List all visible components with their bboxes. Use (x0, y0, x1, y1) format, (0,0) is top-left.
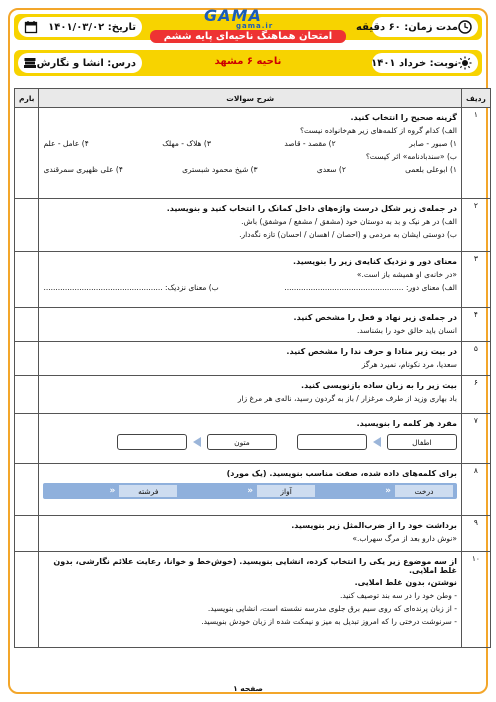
q1-a-options (43, 139, 456, 148)
q1-b-options (43, 165, 456, 174)
q10-item-2[interactable]: - از زبان پرنده‌ای که روی سیم برق جلوی مدرسه نشسته است، انشایی بنویسید. (207, 604, 457, 613)
arrow-left-icon (193, 437, 201, 447)
chevron-left-icon: « (385, 486, 391, 496)
calendar-icon (24, 20, 38, 34)
q2-body (39, 199, 461, 252)
q9-body (39, 516, 461, 552)
q5-text: سعدیا، مرد نکونام، نمیرد هرگز (361, 360, 457, 369)
q2-b: ب) دوستی ایشان به مردمی و (احصان / اهسان / احسان) تازه نگه‌دار. (239, 230, 457, 239)
q7-num: ۷ (461, 414, 490, 464)
q7-body (39, 414, 461, 464)
q8-word-bar (43, 483, 456, 499)
q1-a-opt1[interactable]: ۱) صبور - صابر (409, 139, 457, 148)
q6-num: ۶ (461, 376, 490, 414)
question-6 (15, 376, 491, 414)
q4-num: ۴ (461, 308, 490, 342)
q4-title: در جمله‌ی زیر نهاد و فعل را مشخص کنید. (293, 313, 457, 322)
q3-title: معنای دور و نزدیک کنایه‌ی زیر را بنویسید. (293, 257, 457, 266)
date-pill (18, 17, 142, 37)
q4-score (15, 308, 39, 342)
question-3 (15, 252, 491, 308)
q2-a: الف) در هر نیک و بد به دوستان خود (مشفق / مشفع / موشفق) باش. (241, 217, 457, 226)
duration-text: مدت زمان: ۶۰ دقیقه (356, 21, 458, 33)
session-text: نوبت: خرداد ۱۴۰۱ (371, 57, 458, 69)
q10-num: ۱۰ (461, 552, 490, 648)
q8-answer-2[interactable] (185, 485, 243, 497)
q1-b-opt4[interactable]: ۴) علی ظهیری سمرقندی (43, 165, 123, 174)
table-head (15, 89, 491, 108)
q9-score (15, 516, 39, 552)
lesson-pill (18, 53, 142, 73)
q4-body (39, 308, 461, 342)
questions-table (14, 88, 491, 648)
q5-num: ۵ (461, 342, 490, 376)
q7-answer-1[interactable] (297, 434, 367, 450)
question-1 (15, 108, 491, 199)
q2-title: در جمله‌ی زیر شکل درست واژه‌های داخل کمانک را انتخاب کنید و بنویسید. (166, 204, 457, 213)
question-5 (15, 342, 491, 376)
q10-item-3[interactable]: - سرنوشت درختی را که امروز تبدیل به میز و نیمکت شده از زبان خودش بنویسید. (201, 617, 457, 626)
q5-body (39, 342, 461, 376)
q9-num: ۹ (461, 516, 490, 552)
q7-answer-2[interactable] (117, 434, 187, 450)
books-icon (23, 56, 37, 70)
q8-title: برای کلمه‌های داده شده، صفت مناسب بنویسید. (یک مورد) (226, 469, 457, 478)
q6-title: بیت زیر را به زبان ساده بازنویسی کنید. (301, 381, 457, 390)
q1-body (39, 108, 461, 199)
q1-b-opt1[interactable]: ۱) ابوعلی بلعمی (405, 165, 457, 174)
q3-num: ۳ (461, 252, 490, 308)
session-pill (372, 53, 478, 73)
q1-b-opt2[interactable]: ۲) سعدی (316, 165, 346, 174)
sun-icon (458, 56, 472, 70)
q6-body (39, 376, 461, 414)
q1-a: الف) کدام گروه از کلمه‌های زیر هم‌خانواده نیست؟ (300, 126, 457, 135)
q1-score (15, 108, 39, 199)
gama-logo (190, 8, 306, 30)
arrow-left-icon (373, 437, 381, 447)
q2-score (15, 199, 39, 252)
q8-word-2: آواز (257, 485, 315, 497)
q10-item-1[interactable]: - وطن خود را در سه بند توصیف کنید. (339, 591, 457, 600)
logo-text: GAMA (204, 6, 262, 25)
q7-word-row (43, 434, 456, 450)
question-7 (15, 414, 491, 464)
head-desc: شرح سوالات (39, 89, 461, 108)
q6-text: باد بهاری وزید از طرف مرغزار / باز به گردون رسید، ناله‌ی هر مرغ زار (237, 394, 457, 403)
q3-answers (43, 283, 456, 292)
q2-num: ۲ (461, 199, 490, 252)
q8-num: ۸ (461, 464, 490, 516)
q1-title: گزینه صحیح را انتخاب کنید. (350, 113, 457, 122)
head-row: ردیف (461, 89, 490, 108)
chevron-left-icon: « (109, 486, 116, 496)
q3-body (39, 252, 461, 308)
q10-body (39, 552, 461, 648)
q7-word-2: متون (207, 434, 277, 450)
date-text: تاریخ: ۱۴۰۱/۰۳/۰۲ (48, 21, 136, 33)
q7-word-1: اطفال (387, 434, 457, 450)
q8-body (39, 464, 461, 516)
q8-answer-1[interactable] (323, 485, 381, 497)
q7-title: مفرد هر کلمه را بنویسید. (356, 419, 457, 428)
q8-word-3: فرشته (119, 485, 177, 497)
exam-title: امتحان هماهنگ ناحیه‌ای پایه ششم (150, 30, 346, 43)
q5-score (15, 342, 39, 376)
q1-num: ۱ (461, 108, 490, 199)
duration-pill (356, 17, 478, 37)
q5-title: در بیت زیر منادا و حرف ندا را مشخص کنید. (286, 347, 457, 356)
q3-score (15, 252, 39, 308)
q10-score (15, 552, 39, 648)
question-4 (15, 308, 491, 342)
q1-a-opt2[interactable]: ۲) مقصد - قاصد (284, 139, 336, 148)
region-title: ناحیه ۶ مشهد (214, 56, 282, 67)
q1-a-opt3[interactable]: ۳) هلاک - مهلک (162, 139, 211, 148)
question-8 (15, 464, 491, 516)
page-number: صفحه ۱ (233, 684, 263, 693)
chevron-left-icon: « (247, 486, 254, 496)
head-score: بارم (15, 89, 39, 108)
q4-text: انسان باید خالق خود را بشناسد. (357, 326, 457, 335)
q6-score (15, 376, 39, 414)
q3-far[interactable]: الف) معنای دور: .................................................. (284, 283, 457, 292)
q3-near[interactable]: ب) معنای نزدیک: .................................................. (43, 283, 219, 292)
q8-score (15, 464, 39, 516)
q1-b: ب) «سندباد‌نامه» اثر کیست؟ (365, 152, 457, 161)
q3-quote: «در خانه‌ی او همیشه باز است.» (356, 270, 457, 279)
question-9 (15, 516, 491, 552)
q9-text: «نوش دارو بعد از مرگ سهراب.» (352, 534, 457, 543)
q1-a-opt4[interactable]: ۴) عامل - علم (43, 139, 89, 148)
q10-title: از سه موضوع زیر یکی را انتخاب کرده، انشایی بنویسید. (خوش‌خط و خوانا، رعایت علائم نگارشی، بدون غلط املایی. (53, 557, 457, 575)
q8-word-1: درخت (395, 485, 453, 497)
logo-sub: gama.ir (236, 22, 274, 30)
q7-score (15, 414, 39, 464)
question-2 (15, 199, 491, 252)
question-10 (15, 552, 491, 648)
q9-title: برداشت خود را از ضرب‌المثل زیر بنویسید. (291, 521, 457, 530)
q8-answer-3[interactable] (47, 485, 105, 497)
lesson-text: درس: انشا و نگارش (36, 57, 136, 69)
q10-title-2: نوشتن، بدون غلط املایی. (354, 578, 457, 587)
clock-icon (458, 20, 472, 34)
q1-b-opt3[interactable]: ۳) شیخ محمود شبستری (182, 165, 258, 174)
